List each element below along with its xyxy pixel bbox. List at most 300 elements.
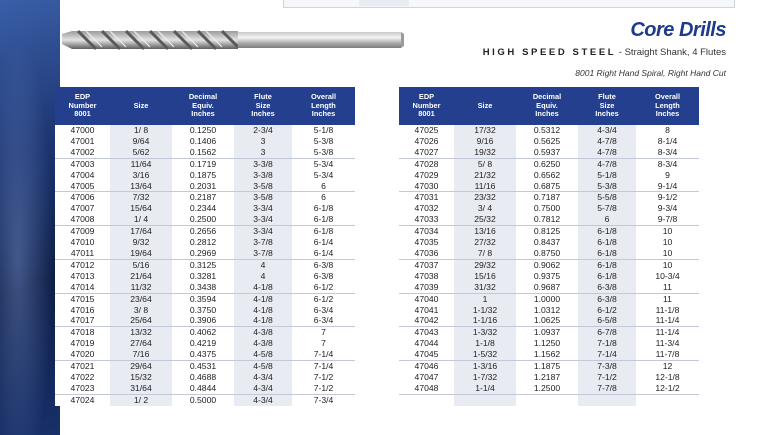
size-cell: 5/ 8 bbox=[454, 158, 516, 169]
size-cell: 25/64 bbox=[110, 315, 172, 326]
edp-cell: 47017 bbox=[55, 315, 110, 326]
decimal-cell: 0.2500 bbox=[172, 214, 234, 225]
decimal-cell: 1.0625 bbox=[516, 315, 578, 326]
size-cell: 1/ 8 bbox=[110, 125, 172, 136]
edp-cell: 47044 bbox=[414, 338, 439, 349]
table-header-row bbox=[55, 87, 355, 125]
flute-size-cell: 3-3/4 bbox=[234, 226, 292, 237]
size-cell: 1-1/32 bbox=[454, 305, 516, 316]
table-row bbox=[399, 226, 699, 237]
overall-length-cell: 11 bbox=[636, 282, 699, 293]
size-cell: 9/64 bbox=[110, 136, 172, 147]
decimal-cell: 0.9062 bbox=[533, 259, 561, 270]
overall-length-cell: 5-1/8 bbox=[313, 125, 334, 135]
size-cell: 19/32 bbox=[454, 147, 516, 158]
table-row bbox=[55, 125, 355, 136]
decimal-cell bbox=[516, 394, 578, 405]
overall-length-cell: 7 bbox=[321, 327, 326, 338]
size-cell: 1-3/32 bbox=[454, 327, 516, 338]
table-row bbox=[399, 170, 699, 181]
edp-cell: 47011 bbox=[55, 248, 110, 259]
flute-size-cell: 4-3/4 bbox=[234, 394, 292, 405]
table-row bbox=[399, 125, 699, 136]
size-cell: 15/64 bbox=[110, 203, 172, 214]
table-row bbox=[55, 271, 355, 282]
overall-length-cell: 11-1/4 bbox=[636, 315, 699, 326]
table-row bbox=[55, 237, 355, 248]
overall-length-cell: 11-3/4 bbox=[655, 338, 680, 349]
size-cell: 21/64 bbox=[110, 271, 172, 282]
flute-size-cell: 6 bbox=[578, 214, 636, 225]
decimal-cell: 1.2500 bbox=[516, 383, 578, 394]
size-cell: 27/32 bbox=[454, 237, 516, 248]
table-header-row bbox=[399, 87, 699, 125]
size-cell: 3/ 8 bbox=[110, 305, 172, 316]
flute-size-cell: 6-3/8 bbox=[578, 282, 636, 293]
overall-length-cell: 5-3/4 bbox=[313, 169, 334, 180]
flute-size-cell: 7-1/2 bbox=[578, 372, 636, 383]
decimal-cell: 1.0937 bbox=[533, 327, 561, 338]
flute-size-cell: 6-1/8 bbox=[578, 271, 636, 282]
table-row bbox=[55, 147, 355, 158]
size-cell: 1-1/16 bbox=[454, 315, 516, 326]
overall-length-cell: 6-1/8 bbox=[292, 214, 355, 225]
flute-size-cell: 4-7/8 bbox=[578, 158, 636, 169]
shank-flute-label: - Straight Shank, 4 Flutes bbox=[616, 47, 726, 58]
overall-length-cell: 7-1/4 bbox=[292, 349, 355, 360]
size-cell: 31/64 bbox=[110, 383, 172, 394]
table-body bbox=[399, 125, 699, 406]
decimal-cell: 0.1719 bbox=[189, 158, 217, 169]
overall-length-cell: 10 bbox=[662, 259, 673, 270]
flute-size-cell: 4-1/8 bbox=[234, 293, 292, 304]
edp-header: EDP Number 8001 bbox=[412, 92, 441, 119]
flute-size-cell: 4-3/4 bbox=[578, 125, 636, 136]
edp-cell: 47008 bbox=[55, 214, 110, 225]
size-cell: 29/32 bbox=[454, 259, 516, 270]
flute-size-cell: 3-7/8 bbox=[234, 248, 292, 259]
flute-size-cell: 3-5/8 bbox=[234, 192, 292, 203]
edp-cell: 47040 bbox=[414, 293, 439, 304]
overall-length-cell: 6-1/8 bbox=[313, 226, 334, 237]
decimal-cell: 0.1875 bbox=[189, 169, 217, 180]
edp-cell bbox=[399, 394, 454, 405]
flute-size-cell: 3 bbox=[234, 136, 292, 147]
size-cell: 9/16 bbox=[454, 136, 516, 147]
edp-header: EDP Number 8001 bbox=[68, 92, 97, 119]
table-row bbox=[399, 136, 699, 147]
overall-length-cell: 5-3/4 bbox=[313, 158, 334, 169]
series-description: 8001 Right Hand Spiral, Right Hand Cut bbox=[575, 68, 726, 78]
overall-length-cell: 5-3/8 bbox=[313, 135, 334, 146]
size-cell: 15/32 bbox=[110, 372, 172, 383]
edp-cell: 47027 bbox=[399, 147, 454, 158]
size-cell: 5/16 bbox=[110, 259, 172, 270]
size-cell: 21/32 bbox=[454, 170, 516, 181]
table-row bbox=[55, 394, 355, 405]
decorative-background-panel bbox=[0, 0, 60, 435]
size-cell: 13/64 bbox=[110, 181, 172, 192]
edp-cell: 47006 bbox=[70, 192, 95, 203]
size-cell: 13/16 bbox=[454, 226, 516, 237]
edp-cell: 47010 bbox=[70, 237, 95, 248]
edp-cell: 47021 bbox=[70, 361, 95, 372]
size-cell: 23/64 bbox=[110, 293, 172, 304]
decimal-cell: 0.2344 bbox=[189, 203, 217, 214]
spec-table-right bbox=[399, 87, 699, 406]
overall-length-cell: 9-3/4 bbox=[657, 203, 678, 214]
decimal-cell: 0.2656 bbox=[189, 226, 217, 237]
material-label: HIGH SPEED STEEL bbox=[482, 47, 617, 58]
table-row bbox=[55, 361, 355, 372]
flute-size-cell: 4-3/8 bbox=[234, 338, 292, 349]
flute-size-cell: 3-3/8 bbox=[234, 170, 292, 181]
flute-size-cell: 5-7/8 bbox=[578, 203, 636, 214]
table-row bbox=[55, 327, 355, 338]
size-cell: 29/64 bbox=[110, 361, 172, 372]
table-row bbox=[55, 136, 355, 147]
size-cell: 3/ 4 bbox=[454, 203, 516, 214]
overall-length-cell: 11-7/8 bbox=[636, 349, 699, 360]
edp-cell: 47038 bbox=[414, 270, 439, 281]
decimal-cell: 0.6250 bbox=[533, 158, 561, 169]
flute-size-cell: 7-1/4 bbox=[578, 349, 636, 360]
previous-table-cell bbox=[359, 0, 409, 6]
decimal-cell: 0.7187 bbox=[533, 192, 561, 203]
table-row bbox=[399, 383, 699, 394]
edp-cell: 47035 bbox=[414, 237, 439, 248]
edp-cell: 47005 bbox=[55, 181, 110, 192]
overall-length-cell: 7 bbox=[321, 338, 326, 349]
decimal-cell: 0.5625 bbox=[533, 135, 561, 146]
size-cell: 27/64 bbox=[110, 338, 172, 349]
edp-cell: 47034 bbox=[414, 226, 439, 237]
size-cell: 15/16 bbox=[454, 271, 516, 282]
decimal-cell: 0.7812 bbox=[516, 214, 578, 225]
edp-cell: 47048 bbox=[399, 383, 454, 394]
size-cell: 1/ 2 bbox=[110, 394, 172, 405]
size-cell: 11/32 bbox=[110, 282, 172, 293]
table-row bbox=[399, 394, 699, 405]
decimal-cell: 1.0000 bbox=[533, 293, 561, 304]
decimal-cell: 0.3438 bbox=[172, 282, 234, 293]
flute-size-cell: 7-1/8 bbox=[578, 338, 636, 349]
overall-length-cell: 11 bbox=[663, 293, 672, 304]
edp-cell: 47013 bbox=[70, 270, 95, 281]
size-cell: 7/ 8 bbox=[454, 248, 516, 259]
table-row bbox=[55, 282, 355, 293]
overall-length-cell: 12 bbox=[662, 361, 673, 372]
edp-cell: 47012 bbox=[70, 259, 95, 270]
decimal-cell: 0.4531 bbox=[189, 361, 217, 372]
table-row bbox=[55, 349, 355, 360]
decimal-cell: 0.9687 bbox=[516, 282, 578, 293]
size-cell: 25/32 bbox=[454, 214, 516, 225]
decimal-cell: 0.2031 bbox=[172, 181, 234, 192]
edp-cell: 47000 bbox=[70, 125, 95, 135]
decimal-cell: 0.3906 bbox=[172, 315, 234, 326]
overall-length-cell: 5-3/8 bbox=[292, 147, 355, 158]
flute-size-cell: 4-1/8 bbox=[234, 315, 292, 326]
flute-size-cell: 6-1/8 bbox=[578, 248, 636, 259]
size-cell: 17/64 bbox=[110, 226, 172, 237]
flute-size-cell: 3-3/4 bbox=[234, 214, 292, 225]
table-row bbox=[399, 259, 699, 270]
decimal-cell: 1.1250 bbox=[533, 338, 561, 349]
table-body bbox=[55, 125, 355, 406]
decimal-cell: 0.8125 bbox=[533, 226, 561, 237]
table-row bbox=[399, 361, 699, 372]
overall-length-cell: 7-3/4 bbox=[313, 394, 334, 405]
previous-table-edge bbox=[283, 0, 735, 8]
table-row bbox=[399, 203, 699, 214]
overall-length-cell: 7-1/2 bbox=[292, 383, 355, 394]
overall-length-cell: 6-1/4 bbox=[292, 248, 355, 259]
flute-size-cell: 7-3/8 bbox=[578, 361, 636, 372]
edp-cell: 47043 bbox=[414, 327, 439, 338]
size-cell: 1-1/4 bbox=[454, 383, 516, 394]
size-cell: 1-1/8 bbox=[454, 338, 516, 349]
flute-size-cell: 4-3/4 bbox=[234, 372, 292, 383]
product-subtitle bbox=[483, 47, 726, 58]
size-cell: 11/16 bbox=[454, 181, 516, 192]
overall-length-cell: 6-3/8 bbox=[313, 259, 334, 270]
table-row bbox=[399, 158, 699, 169]
size-cell: 1 bbox=[454, 293, 516, 304]
decimal-cell: 0.3594 bbox=[189, 293, 217, 304]
size-cell: 11/64 bbox=[110, 158, 172, 169]
flute-size-cell: 6-3/8 bbox=[578, 293, 636, 304]
table-row bbox=[399, 181, 699, 192]
edp-cell: 47009 bbox=[70, 226, 95, 237]
decimal-cell: 0.8750 bbox=[516, 248, 578, 259]
flute-size-cell: 4-7/8 bbox=[578, 147, 636, 158]
size-cell: 1-3/16 bbox=[454, 361, 516, 372]
overall-length-cell: 10 bbox=[662, 237, 673, 248]
size-cell: 7/16 bbox=[110, 349, 172, 360]
decimal-cell: 1.1875 bbox=[533, 361, 561, 372]
table-row bbox=[399, 192, 699, 203]
overall-length-cell: 10 bbox=[636, 248, 699, 259]
decimal-cell: 0.5312 bbox=[533, 125, 561, 135]
decimal-header: Decimal Equiv. Inches bbox=[532, 92, 562, 119]
flute-size-cell: 4-5/8 bbox=[234, 349, 292, 360]
overall-length-cell: 11-1/4 bbox=[655, 327, 680, 338]
overall-header: Overall Length Inches bbox=[310, 92, 337, 119]
edp-cell: 47033 bbox=[399, 214, 454, 225]
overall-length-cell: 6-3/4 bbox=[313, 304, 334, 315]
size-cell: 9/32 bbox=[110, 237, 172, 248]
table-row bbox=[55, 203, 355, 214]
overall-length-cell bbox=[636, 394, 699, 405]
decimal-cell: 0.4219 bbox=[189, 338, 217, 349]
decimal-cell: 0.2187 bbox=[189, 192, 217, 203]
flute-size-cell: 6-5/8 bbox=[578, 315, 636, 326]
edp-cell: 47031 bbox=[414, 192, 439, 203]
flute-size-cell: 3-5/8 bbox=[234, 181, 292, 192]
table-row bbox=[55, 338, 355, 349]
edp-cell: 47025 bbox=[414, 125, 439, 135]
flute-size-cell: 5-1/8 bbox=[578, 170, 636, 181]
flute-size-cell: 2-3/4 bbox=[234, 125, 292, 136]
edp-cell: 47019 bbox=[70, 338, 95, 349]
overall-length-cell: 6-3/4 bbox=[292, 315, 355, 326]
table-row bbox=[55, 305, 355, 316]
decimal-cell: 0.6562 bbox=[533, 169, 561, 180]
edp-cell: 47004 bbox=[70, 169, 95, 180]
edp-cell: 47029 bbox=[414, 169, 439, 180]
overall-length-cell: 9-1/4 bbox=[636, 181, 699, 192]
flute-size-cell: 4-3/4 bbox=[234, 383, 292, 394]
flute-header: Flute Size Inches bbox=[595, 92, 619, 119]
decimal-cell: 0.4688 bbox=[189, 371, 217, 382]
flute-size-cell: 4-3/8 bbox=[234, 327, 292, 338]
decimal-cell: 0.9375 bbox=[533, 270, 561, 281]
overall-length-cell: 9-7/8 bbox=[636, 214, 699, 225]
edp-cell: 47003 bbox=[70, 158, 95, 169]
edp-cell: 47046 bbox=[414, 361, 439, 372]
overall-length-cell: 9 bbox=[665, 169, 670, 180]
edp-cell: 47039 bbox=[399, 282, 454, 293]
flute-size-cell: 4-7/8 bbox=[578, 136, 636, 147]
overall-length-cell: 11-1/8 bbox=[655, 304, 680, 315]
flute-size-cell: 6-1/8 bbox=[578, 226, 636, 237]
flute-size-cell: 3-3/8 bbox=[234, 158, 292, 169]
table-row bbox=[55, 315, 355, 326]
decimal-cell: 0.2812 bbox=[189, 237, 217, 248]
table-row bbox=[399, 327, 699, 338]
edp-cell: 47037 bbox=[414, 259, 439, 270]
edp-cell: 47041 bbox=[414, 304, 439, 315]
overall-length-cell: 9-1/2 bbox=[657, 192, 678, 203]
overall-length-cell: 6-1/2 bbox=[292, 282, 355, 293]
size-cell: 1-5/32 bbox=[454, 349, 516, 360]
overall-length-cell: 8 bbox=[665, 125, 670, 135]
edp-cell: 47001 bbox=[70, 135, 95, 146]
overall-length-cell: 8-1/4 bbox=[657, 135, 678, 146]
edp-cell: 47014 bbox=[55, 282, 110, 293]
size-header: Size bbox=[133, 100, 149, 110]
edp-cell: 47022 bbox=[70, 371, 95, 382]
table-row bbox=[55, 170, 355, 181]
table-row bbox=[55, 158, 355, 169]
flute-size-cell: 4 bbox=[234, 259, 292, 270]
decimal-cell: 0.6875 bbox=[516, 181, 578, 192]
table-row bbox=[55, 248, 355, 259]
table-row bbox=[399, 214, 699, 225]
edp-cell: 47015 bbox=[70, 293, 95, 304]
size-cell: 5/62 bbox=[110, 147, 172, 158]
decimal-cell: 0.4375 bbox=[172, 349, 234, 360]
table-row bbox=[399, 338, 699, 349]
decimal-cell: 0.1250 bbox=[189, 125, 217, 135]
table-row bbox=[55, 181, 355, 192]
flute-size-cell: 6-1/2 bbox=[578, 305, 636, 316]
core-drill-image bbox=[58, 20, 408, 60]
table-row bbox=[55, 192, 355, 203]
size-cell: 23/32 bbox=[454, 192, 516, 203]
flute-size-cell: 3-3/4 bbox=[234, 203, 292, 214]
table-row bbox=[55, 226, 355, 237]
size-cell: 7/32 bbox=[110, 192, 172, 203]
overall-length-cell: 12-1/8 bbox=[655, 371, 680, 382]
table-row bbox=[55, 259, 355, 270]
overall-length-cell: 6-1/8 bbox=[313, 203, 334, 214]
edp-cell: 47023 bbox=[55, 383, 110, 394]
decimal-cell: 0.4062 bbox=[189, 327, 217, 338]
size-cell: 19/64 bbox=[110, 248, 172, 259]
overall-length-cell: 7-1/4 bbox=[313, 361, 334, 372]
overall-header: Overall Length Inches bbox=[654, 92, 681, 119]
decimal-header: Decimal Equiv. Inches bbox=[188, 92, 218, 119]
decimal-cell: 1.2187 bbox=[533, 371, 561, 382]
flute-size-cell: 3-7/8 bbox=[234, 237, 292, 248]
decimal-cell: 1.1562 bbox=[516, 349, 578, 360]
overall-length-cell: 8-3/4 bbox=[636, 147, 699, 158]
table-row bbox=[399, 282, 699, 293]
decimal-cell: 0.3281 bbox=[189, 270, 217, 281]
table-row bbox=[55, 372, 355, 383]
edp-cell: 47042 bbox=[399, 315, 454, 326]
decimal-cell: 0.2969 bbox=[172, 248, 234, 259]
decimal-cell: 0.8437 bbox=[533, 237, 561, 248]
table-row bbox=[399, 237, 699, 248]
size-cell: 1/ 4 bbox=[110, 214, 172, 225]
flute-size-cell: 4-5/8 bbox=[234, 361, 292, 372]
table-row bbox=[399, 305, 699, 316]
decimal-cell: 0.5000 bbox=[189, 394, 217, 405]
edp-cell: 47018 bbox=[70, 327, 95, 338]
edp-cell: 47028 bbox=[414, 158, 439, 169]
decimal-cell: 0.5937 bbox=[516, 147, 578, 158]
decimal-cell: 0.1562 bbox=[172, 147, 234, 158]
edp-cell: 47002 bbox=[55, 147, 110, 158]
table-row bbox=[55, 383, 355, 394]
edp-cell: 47032 bbox=[414, 203, 439, 214]
size-cell: 17/32 bbox=[454, 125, 516, 136]
flute-header: Flute Size Inches bbox=[251, 92, 275, 119]
edp-cell: 47007 bbox=[70, 203, 95, 214]
edp-cell: 47016 bbox=[70, 304, 95, 315]
decimal-cell: 0.7500 bbox=[533, 203, 561, 214]
edp-cell: 47047 bbox=[414, 371, 439, 382]
overall-length-cell: 6 bbox=[292, 181, 355, 192]
table-row bbox=[399, 271, 699, 282]
overall-length-cell: 6-1/4 bbox=[313, 237, 334, 248]
page-title: Core Drills bbox=[630, 19, 726, 41]
edp-cell: 47036 bbox=[399, 248, 454, 259]
overall-length-cell: 6-3/8 bbox=[313, 270, 334, 281]
overall-length-cell: 6-1/2 bbox=[313, 293, 334, 304]
edp-cell: 47020 bbox=[55, 349, 110, 360]
edp-cell: 47045 bbox=[399, 349, 454, 360]
table-row bbox=[399, 248, 699, 259]
table-row bbox=[399, 315, 699, 326]
flute-size-cell: 7-7/8 bbox=[578, 383, 636, 394]
flute-size-cell: 4-1/8 bbox=[234, 305, 292, 316]
size-cell: 3/16 bbox=[110, 170, 172, 181]
flute-size-cell: 6-1/8 bbox=[578, 237, 636, 248]
flute-size-cell: 6-1/8 bbox=[578, 259, 636, 270]
overall-length-cell: 8-3/4 bbox=[657, 158, 678, 169]
spec-table-left bbox=[55, 87, 355, 406]
size-cell bbox=[454, 394, 516, 405]
size-header: Size bbox=[477, 100, 493, 110]
overall-length-cell: 7-1/2 bbox=[313, 371, 334, 382]
table-row bbox=[55, 293, 355, 304]
table-row bbox=[399, 349, 699, 360]
table-row bbox=[399, 293, 699, 304]
